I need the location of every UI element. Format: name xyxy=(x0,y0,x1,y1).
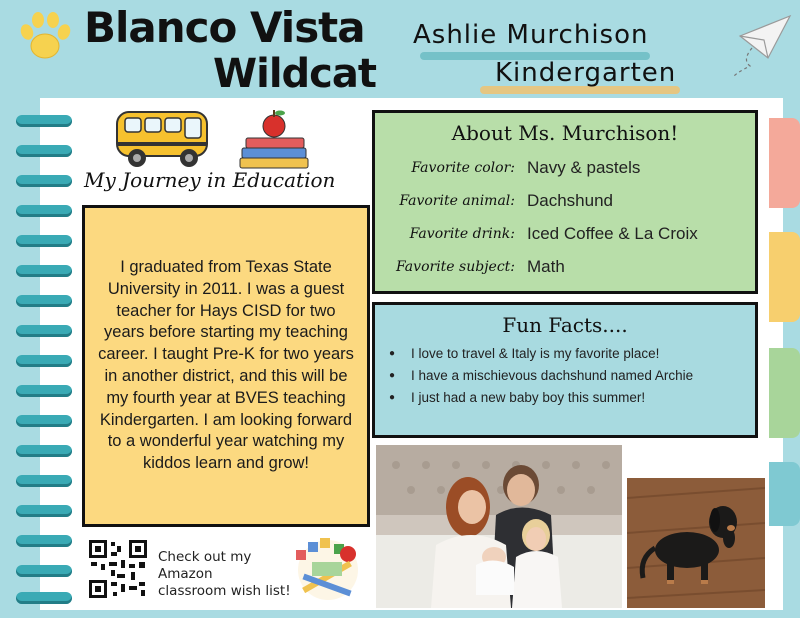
favorite-label: Favorite animal: xyxy=(399,193,515,209)
favorite-value: Math xyxy=(527,257,565,276)
favorite-value: Iced Coffee & La Croix xyxy=(527,224,698,243)
spiral-ring xyxy=(16,265,72,277)
spiral-ring xyxy=(16,235,72,247)
divider-tab-pink xyxy=(769,118,800,208)
paw-icon xyxy=(14,6,76,68)
fun-fact-item: ● I just had a new baby boy this summer! xyxy=(389,389,749,407)
favorite-value: Dachshund xyxy=(527,191,614,210)
favorite-label: Favorite drink: xyxy=(409,226,515,242)
about-title: About Ms. Murchison! xyxy=(451,121,679,145)
school-bus-icon xyxy=(113,106,213,172)
wishlist-text[interactable] xyxy=(158,549,291,600)
about-box xyxy=(372,110,758,294)
paper-plane-icon xyxy=(732,8,794,78)
fun-facts-title: Fun Facts.... xyxy=(502,313,628,337)
spiral-ring xyxy=(16,535,72,547)
fun-facts-box xyxy=(372,302,758,438)
favorite-row xyxy=(375,157,755,181)
spiral-ring xyxy=(16,205,72,217)
fun-fact-item: ● I have a mischievous dachshund named Archie xyxy=(389,367,749,385)
spiral-ring xyxy=(16,175,72,187)
favorite-label: Favorite subject: xyxy=(396,259,515,275)
divider-tab-teal xyxy=(769,462,800,526)
family-photo xyxy=(376,445,622,608)
school-supplies-icon xyxy=(290,534,366,604)
divider-tab-yellow xyxy=(769,232,800,322)
spiral-ring xyxy=(16,445,72,457)
favorite-value: Navy & pastels xyxy=(527,158,641,177)
wishlist-line: Amazon xyxy=(158,566,213,582)
school-name-line2: Wildcat xyxy=(213,51,376,97)
spiral-ring xyxy=(16,115,72,127)
spiral-ring xyxy=(16,415,72,427)
journey-title: My Journey in Education xyxy=(84,168,336,192)
spiral-ring xyxy=(16,385,72,397)
spiral-ring xyxy=(16,295,72,307)
favorite-label: Favorite color: xyxy=(411,160,515,176)
fun-fact-item: ● I love to travel & Italy is my favorite place! xyxy=(389,345,749,363)
books-apple-icon xyxy=(236,106,312,170)
dachshund-photo xyxy=(627,478,765,608)
spiral-ring xyxy=(16,325,72,337)
spiral-ring xyxy=(16,145,72,157)
journey-box xyxy=(82,205,370,527)
wishlist-line: Check out my xyxy=(158,549,252,565)
spiral-ring xyxy=(16,355,72,367)
favorite-row xyxy=(375,190,755,214)
fun-facts-list xyxy=(389,345,749,411)
divider-tab-green xyxy=(769,348,800,438)
wishlist-line: classroom wish list! xyxy=(158,583,291,599)
teacher-name: Ashlie Murchison xyxy=(413,20,649,50)
spiral-ring xyxy=(16,592,72,604)
favorite-row xyxy=(375,223,755,247)
spiral-ring xyxy=(16,475,72,487)
school-name-line1: Blanco Vista xyxy=(84,3,365,52)
spiral-ring xyxy=(16,565,72,577)
grade-level: Kindergarten xyxy=(495,58,677,88)
spiral-ring xyxy=(16,505,72,517)
journey-text: I graduated from Texas State University in 2011. I was a guest teacher for Hays CISD for two years before starting my teaching career. I taught Pre-K for two years in another district, and this will be my fourth year at BVES teaching Kindergarten. I am looking forward to a wonderful year watching my kiddos learn and grow! xyxy=(98,258,354,473)
favorite-row xyxy=(375,256,755,280)
qr-code-icon[interactable] xyxy=(87,538,149,600)
